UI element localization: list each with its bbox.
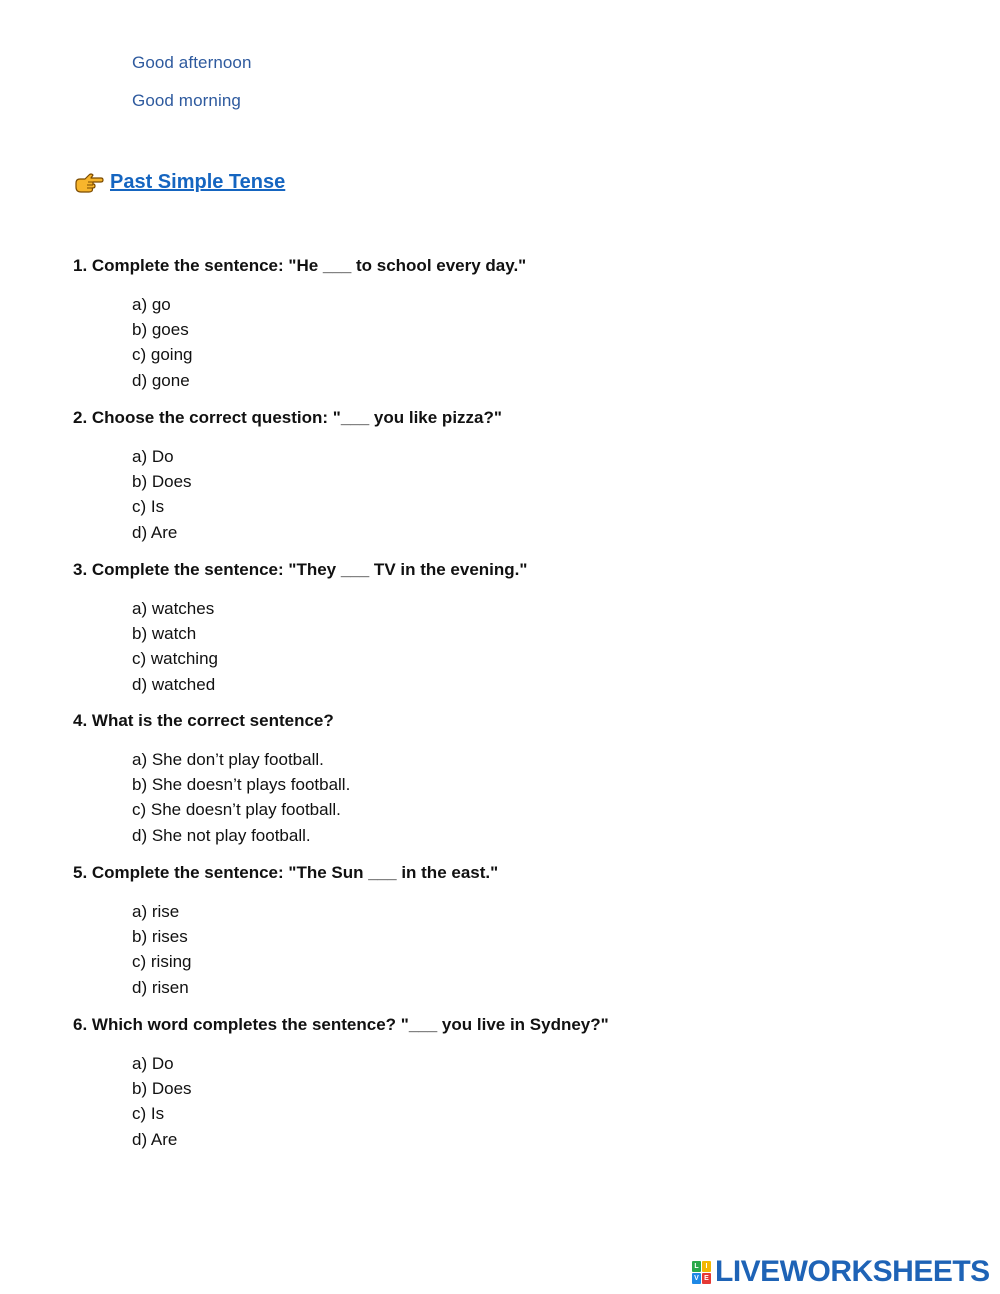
section-heading xyxy=(74,170,285,194)
question-3-options xyxy=(132,596,218,697)
option[interactable]: a) She don’t play football. xyxy=(132,750,324,769)
option[interactable]: b) Does xyxy=(132,472,192,492)
option[interactable]: a) Do xyxy=(132,1054,174,1073)
question-2: 2. Choose the correct question: "___ you like pizza?" xyxy=(73,408,502,427)
option[interactable]: c) rising xyxy=(132,952,192,972)
option[interactable]: b) goes xyxy=(132,320,189,340)
option[interactable]: d) Are xyxy=(132,522,178,542)
question-2-options xyxy=(132,444,192,545)
question-6-options xyxy=(132,1051,192,1152)
logo-mark-letter: E xyxy=(702,1273,711,1284)
option[interactable]: b) rises xyxy=(132,927,188,947)
logo-text: LIVEWORKSHEETS xyxy=(715,1255,990,1288)
liveworksheets-logo[interactable] xyxy=(692,1255,990,1289)
option[interactable]: d) watched xyxy=(132,674,216,694)
logo-mark-letter: L xyxy=(692,1261,701,1272)
option[interactable]: c) Is xyxy=(132,497,165,517)
option[interactable]: b) watch xyxy=(132,624,197,644)
section-title[interactable]: Past Simple Tense xyxy=(110,170,286,193)
logo-mark-icon xyxy=(692,1261,711,1284)
option[interactable]: b) Does xyxy=(132,1079,192,1099)
option[interactable]: d) gone xyxy=(132,370,190,390)
greeting-good-afternoon: Good afternoon xyxy=(132,53,252,72)
option[interactable]: c) going xyxy=(132,345,193,365)
option[interactable]: d) risen xyxy=(132,977,189,997)
question-1: 1. Complete the sentence: "He ___ to school every day." xyxy=(73,256,527,275)
option[interactable]: c) watching xyxy=(132,649,218,669)
logo-mark-letter: V xyxy=(692,1273,701,1284)
option[interactable]: b) She doesn’t plays football. xyxy=(132,775,351,795)
option[interactable]: a) Do xyxy=(132,447,174,466)
option[interactable]: c) She doesn’t play football. xyxy=(132,800,341,820)
pointing-hand-icon xyxy=(74,170,104,194)
question-6: 6. Which word completes the sentence? "___ you live in Sydney?" xyxy=(73,1015,609,1034)
logo-mark-letter: I xyxy=(702,1261,711,1272)
option[interactable]: d) She not play football. xyxy=(132,825,311,845)
option[interactable]: a) go xyxy=(132,295,171,314)
option[interactable]: c) Is xyxy=(132,1104,165,1124)
question-5-options xyxy=(132,899,192,1000)
question-5: 5. Complete the sentence: "The Sun ___ in the east." xyxy=(73,863,499,882)
question-3: 3. Complete the sentence: "They ___ TV in the evening." xyxy=(73,560,528,579)
option[interactable]: d) Are xyxy=(132,1129,178,1149)
question-1-options xyxy=(132,292,192,393)
question-4-options xyxy=(132,747,350,848)
option[interactable]: a) rise xyxy=(132,902,180,921)
greeting-good-morning: Good morning xyxy=(132,91,241,110)
question-4: 4. What is the correct sentence? xyxy=(73,711,334,730)
option[interactable]: a) watches xyxy=(132,599,215,618)
